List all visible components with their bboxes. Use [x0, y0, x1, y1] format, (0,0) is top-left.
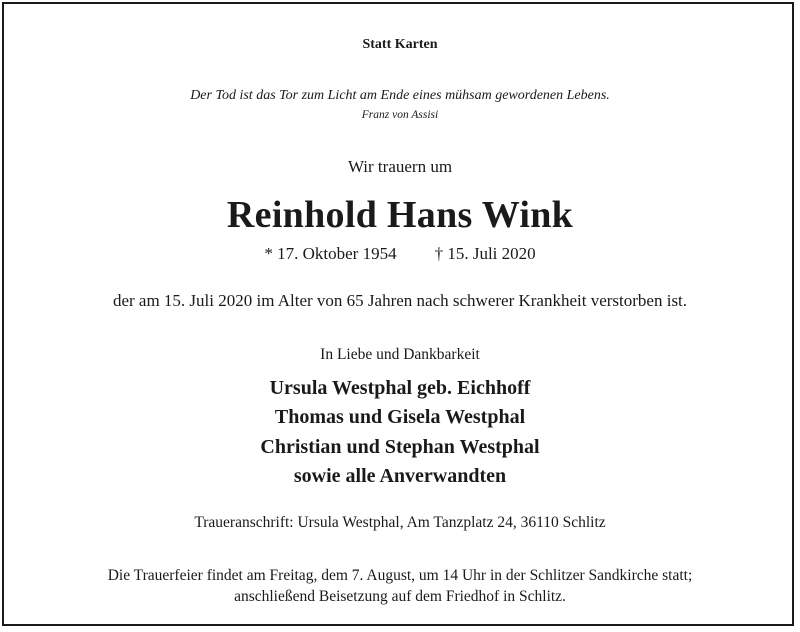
life-dates: [0, 245, 800, 262]
quote-text: Der Tod ist das Tor zum Licht am Ende eines mühsam gewordenen Lebens.: [190, 88, 610, 103]
mourner-line: sowie alle Anverwandten: [293, 465, 507, 487]
mourning-address: Traueranschrift: Ursula Westphal, Am Tanzplatz 24, 36110 Schlitz: [194, 514, 606, 531]
mourner-line: Thomas und Gisela Westphal: [274, 406, 526, 428]
ceremony-line: Die Trauerfeier findet am Freitag, dem 7. August, um 14 Uhr in der Schlitzer Sandkirche statt;: [107, 567, 693, 584]
ceremony-line: anschließend Beisetzung auf dem Friedhof in Schlitz.: [234, 588, 566, 605]
deceased-name: Reinhold Hans Wink: [226, 194, 574, 236]
death-date: † 15. Juli 2020: [434, 244, 536, 263]
notice-heading: Statt Karten: [362, 37, 438, 52]
intro-text: Wir trauern um: [347, 157, 453, 176]
mourner-line: Christian und Stephan Westphal: [260, 436, 540, 458]
mourner-line: Ursula Westphal geb. Eichhoff: [269, 377, 531, 399]
love-line: In Liebe und Dankbarkeit: [320, 346, 480, 363]
birth-date: * 17. Oktober 1954: [264, 244, 397, 263]
quote-author: Franz von Assisi: [361, 109, 439, 121]
death-sentence: der am 15. Juli 2020 im Alter von 65 Jahren nach schwerer Krankheit verstorben ist.: [112, 291, 688, 310]
